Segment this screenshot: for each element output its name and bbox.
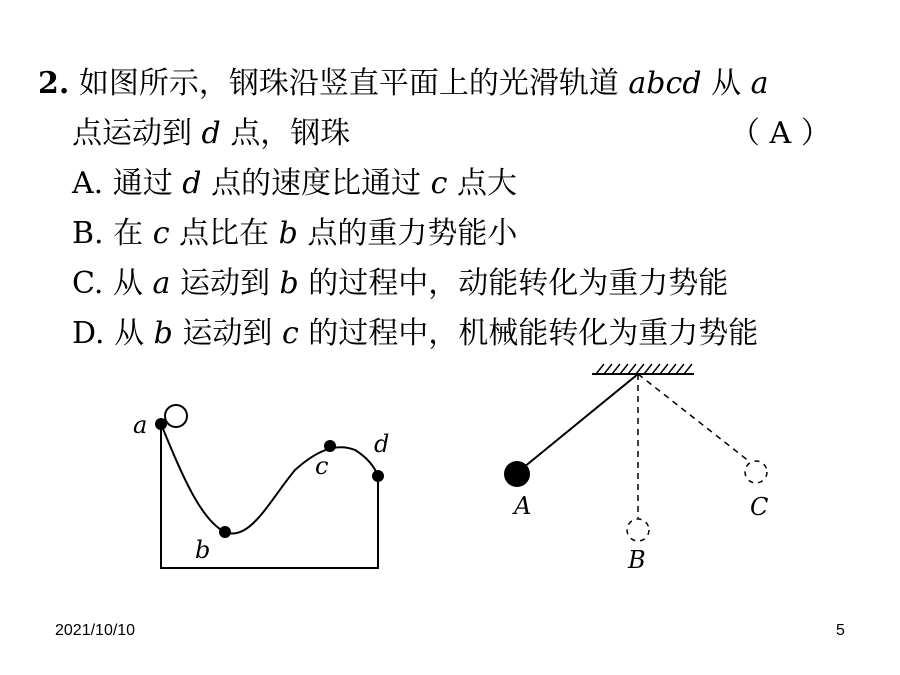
to-point: d (201, 116, 221, 151)
point-a-dot (155, 418, 167, 430)
option-text: 点的速度比通过 (211, 166, 422, 201)
option-label: C. (72, 266, 104, 301)
track-name: abcd (628, 66, 702, 101)
option-text: 通过 (112, 166, 173, 201)
point-c-dot (324, 440, 336, 452)
question-number: 2. (38, 66, 70, 101)
question-text-2: 点运动到 (72, 116, 192, 151)
footer-page-number: 5 (836, 622, 845, 639)
ball-b-dashed (627, 519, 649, 541)
option-var: c (152, 216, 170, 251)
point-b-dot (219, 526, 231, 538)
ball-a-solid (504, 461, 530, 487)
question-text-2-end: 点，钢珠 (230, 116, 351, 151)
string-to-a (518, 374, 638, 472)
track-diagram (133, 405, 389, 568)
option-text: 点比在 (179, 216, 270, 251)
from-point: a (750, 66, 769, 101)
option-label: B. (72, 216, 104, 251)
option-text: 在 (113, 216, 144, 251)
label-b: b (195, 536, 211, 564)
option-text: 从 (114, 316, 145, 351)
steel-ball-icon (165, 405, 187, 427)
footer-date: 2021/10/10 (55, 622, 136, 639)
point-d-dot (372, 470, 384, 482)
option-var: d (182, 166, 202, 201)
ball-c-dashed (745, 461, 767, 483)
option-text: 点大 (456, 166, 517, 201)
option-var: c (281, 316, 299, 351)
option-text: 点的重力势能小 (307, 216, 518, 251)
smooth-track-curve (161, 424, 378, 534)
from-word: 从 (711, 66, 742, 101)
question-text-1: 如图所示，钢珠沿竖直平面上的光滑轨道 (78, 66, 619, 101)
string-to-c-dashed (638, 374, 750, 462)
label-d: d (374, 430, 390, 458)
option-text: 的过程中，机械能转化为重力势能 (308, 316, 759, 351)
label-A: A (514, 492, 532, 520)
option-var: a (152, 266, 171, 301)
option-label: A. (72, 166, 104, 201)
ceiling-hatching (596, 364, 692, 374)
option-text: 从 (112, 266, 143, 301)
option-var: b (278, 216, 298, 251)
option-text: 运动到 (182, 316, 273, 351)
option-text: 的过程中，动能转化为重力势能 (308, 266, 729, 301)
label-c: c (315, 452, 329, 480)
option-var: b (279, 266, 299, 301)
option-var: c (430, 166, 448, 201)
label-C: C (750, 493, 769, 521)
option-var: b (153, 316, 173, 351)
pendulum-diagram (504, 364, 768, 574)
label-a: a (133, 411, 148, 439)
option-text: 运动到 (179, 266, 270, 301)
label-B: B (628, 546, 646, 574)
answer-bracket: （ A ） (730, 116, 831, 151)
option-label: D. (72, 316, 105, 351)
